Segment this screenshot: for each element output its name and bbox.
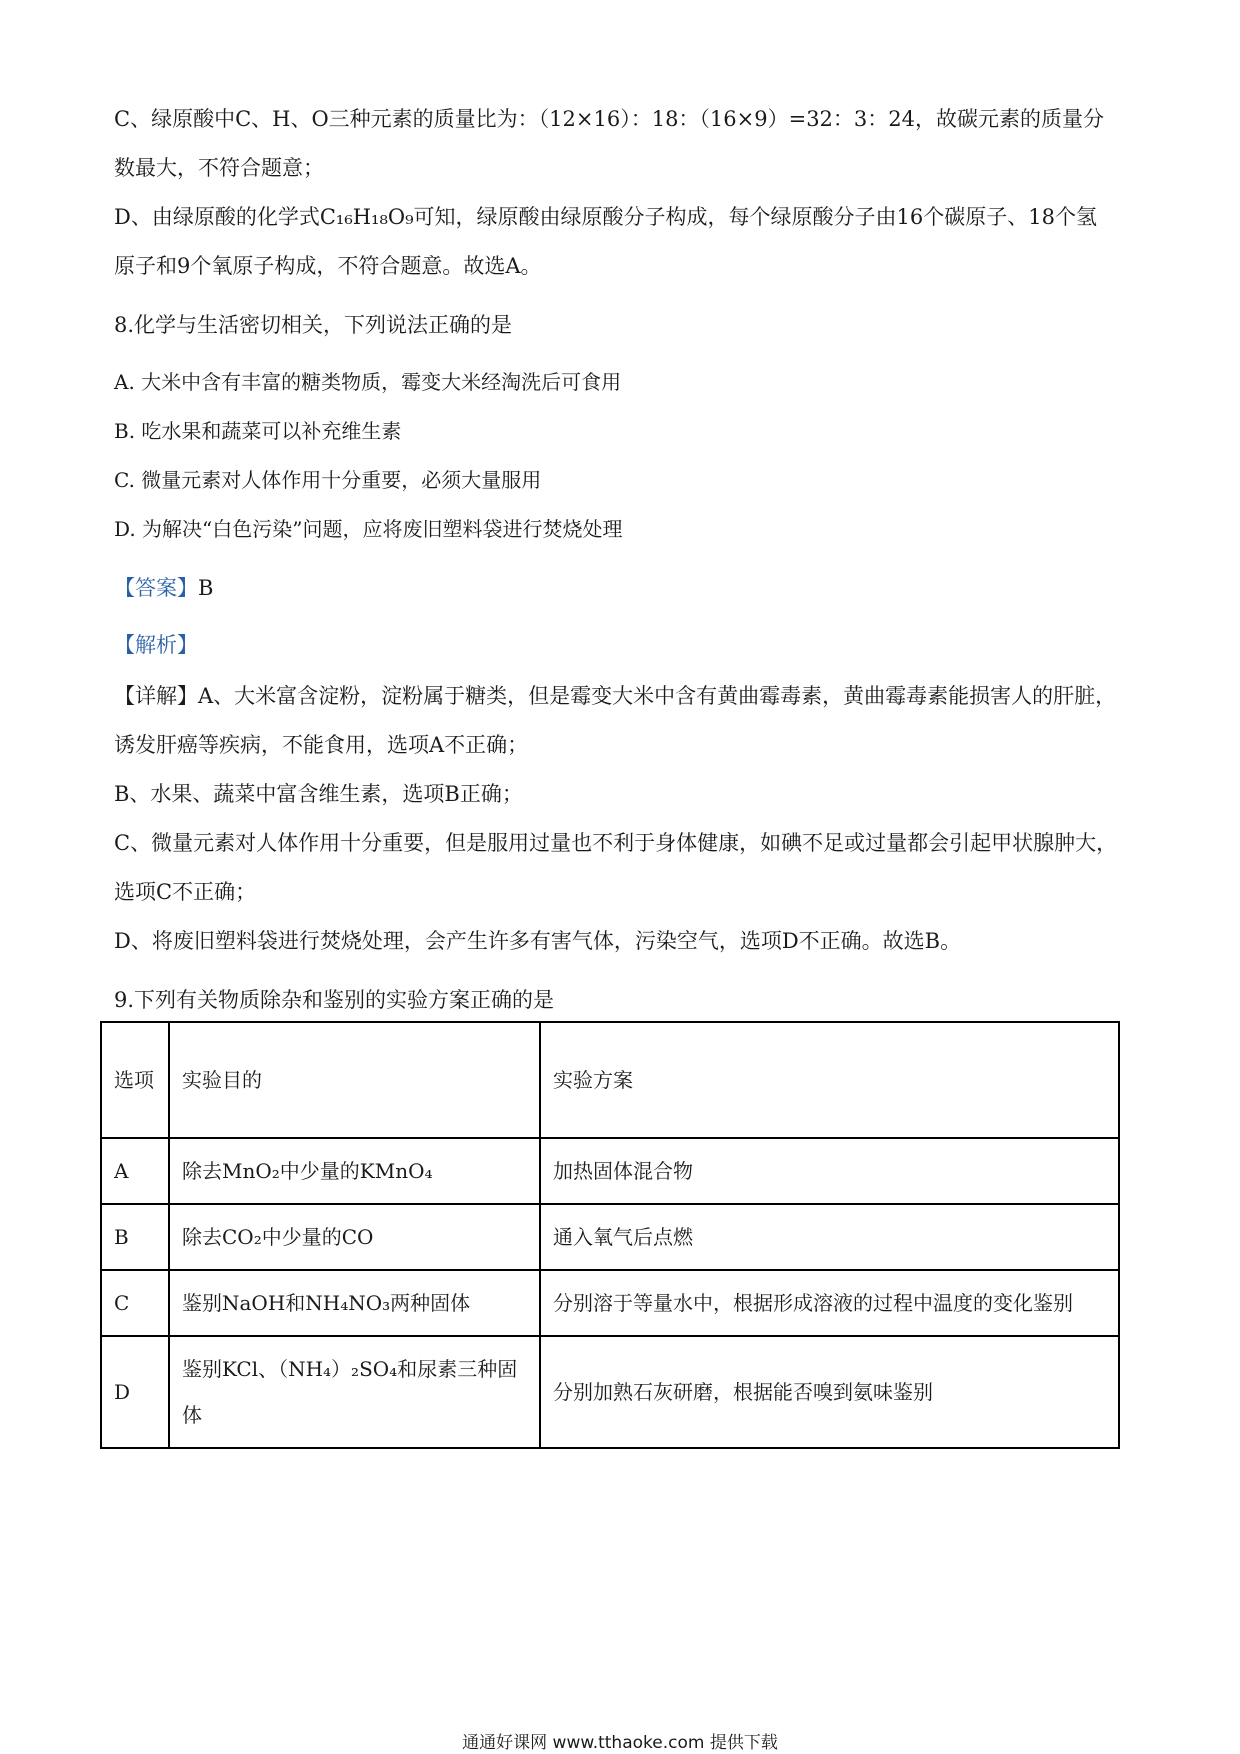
table-row bbox=[101, 1270, 1119, 1336]
paragraph-c-line2: 数最大，不符合题意； bbox=[114, 156, 324, 180]
table-row bbox=[101, 1204, 1119, 1270]
header-option: 选项 bbox=[101, 1022, 169, 1138]
q8-detail-3: B、水果、蔬菜中富含维生素，选项B正确； bbox=[114, 782, 523, 806]
paragraph-d-line2: 原子和9个氧原子构成，不符合题意。故选A。 bbox=[114, 254, 542, 278]
row-d-option: D bbox=[101, 1336, 169, 1448]
q8-detail-6: D、将废旧塑料袋进行焚烧处理，会产生许多有害气体，污染空气，选项D不正确。故选B。 bbox=[114, 929, 962, 953]
question-8-stem: 8.化学与生活密切相关，下列说法正确的是 bbox=[114, 313, 513, 337]
q8-option-a: A. 大米中含有丰富的糖类物质，霉变大米经淘洗后可食用 bbox=[114, 370, 622, 394]
row-c-plan: 分别溶于等量水中，根据形成溶液的过程中温度的变化鉴别 bbox=[540, 1270, 1119, 1336]
answer-label: 【答案】 bbox=[114, 576, 198, 600]
row-b-option: B bbox=[101, 1204, 169, 1270]
q8-analysis-label: 【解析】 bbox=[114, 633, 198, 657]
row-c-goal: 鉴别NaOH和NH₄NO₃两种固体 bbox=[169, 1270, 540, 1336]
row-a-plan: 加热固体混合物 bbox=[540, 1138, 1119, 1204]
row-d-goal: 鉴别KCl、（NH₄）₂SO₄和尿素三种固体 bbox=[169, 1336, 540, 1448]
row-c-option: C bbox=[101, 1270, 169, 1336]
table-row bbox=[101, 1138, 1119, 1204]
row-d-plan: 分别加熟石灰研磨，根据能否嗅到氨味鉴别 bbox=[540, 1336, 1119, 1448]
q8-detail-5: 选项C不正确； bbox=[114, 880, 257, 904]
row-a-option: A bbox=[101, 1138, 169, 1204]
row-a-goal: 除去MnO₂中少量的KMnO₄ bbox=[169, 1138, 540, 1204]
row-b-plan: 通入氧气后点燃 bbox=[540, 1204, 1119, 1270]
q8-option-c: C. 微量元素对人体作用十分重要，必须大量服用 bbox=[114, 468, 542, 492]
q8-detail-1: 【详解】A、大米富含淀粉，淀粉属于糖类，但是霉变大米中含有黄曲霉毒素，黄曲霉毒素能损害人的肝脏， bbox=[114, 684, 1117, 708]
paragraph-d-line1: D、由绿原酸的化学式C₁₆H₁₈O₉可知，绿原酸由绿原酸分子构成，每个绿原酸分子由16个碳原子、18个氢 bbox=[114, 205, 1097, 229]
q8-option-d: D. 为解决“白色污染”问题，应将废旧塑料袋进行焚烧处理 bbox=[114, 517, 623, 541]
experiment-table bbox=[100, 1021, 1120, 1449]
paragraph-c-line1: C、绿原酸中C、H、O三种元素的质量比为：（12×16）：18：（16×9）=32：3：24，故碳元素的质量分 bbox=[114, 107, 1105, 131]
q8-detail-2: 诱发肝癌等疾病，不能食用，选项A不正确； bbox=[114, 733, 529, 757]
answer-value: B bbox=[198, 576, 214, 600]
row-b-goal: 除去CO₂中少量的CO bbox=[169, 1204, 540, 1270]
table-header-row bbox=[101, 1022, 1119, 1138]
q8-option-b: B. 吃水果和蔬菜可以补充维生素 bbox=[114, 419, 402, 443]
table-row bbox=[101, 1336, 1119, 1448]
q8-detail-4: C、微量元素对人体作用十分重要，但是服用过量也不利于身体健康，如碘不足或过量都会引起甲状腺肿大， bbox=[114, 831, 1118, 855]
header-plan: 实验方案 bbox=[540, 1022, 1119, 1138]
header-goal: 实验目的 bbox=[169, 1022, 540, 1138]
footer-watermark: 通通好课网 www.tthaoke.com 提供下载 bbox=[462, 1733, 778, 1753]
question-9-stem: 9.下列有关物质除杂和鉴别的实验方案正确的是 bbox=[114, 988, 555, 1012]
q8-answer bbox=[114, 573, 213, 603]
